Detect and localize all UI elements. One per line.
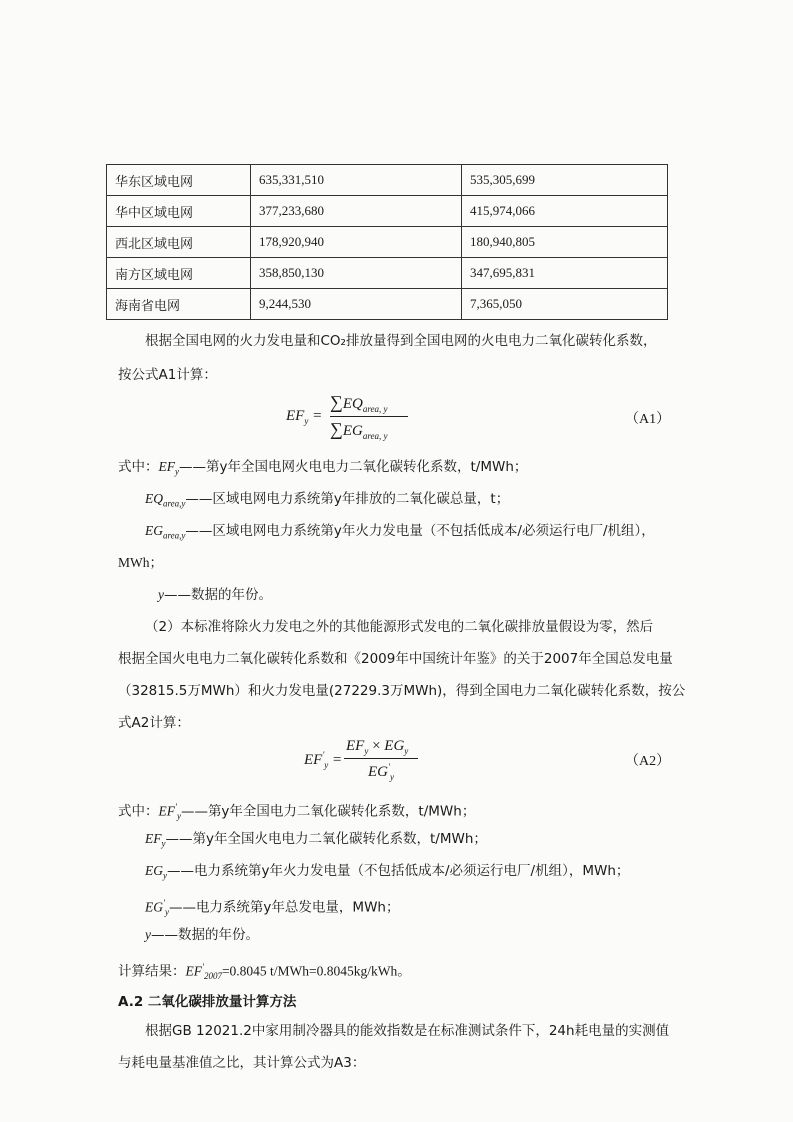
document-page: 华东区域电网 635,331,510 535,305,699 华中区域电网 377,233,680 415,974,066 西北区域电网 178,920,940 180,940,805 南方区域电网 358,850,130 347,695,831 海南省电网 9,244,530 7,365,050 根据全国电网的火力发电量和CO₂排放量得到全国电网的火电电力二氧化碳转化系数， 按公式A1计算： $EF_y$ = $\sum EQ_{area, y}$ $\sum EG_{area, y}$ （A1） 式中：$EF_y——$第y年全国电网火电电力二氧化碳转化系数，t/MWh； $EQ_{area,y}——$区域电网电力系统第y年排放的二氧化碳总量，t； $EG_{area,y}——$区域电网电力系统第y年火力发电量（不包括低成本/必须运行电厂/机组）， MWh； y——数据的年份。 （2）本标准将除火力发电之外的其他能源形式发电的二氧化碳排放量假设为零，然后 根据全国火电电力二氧化碳转化系数和《2009年中国统计年鉴》的关于2007年全国总发电量 （32815.5万MWh）和火力发电量(27229.3万MWh)，得到全国电力二氧化碳转化系数，按公 式A2计算： $EF'_y$ = $EF_y \times EG_y$ $EG'_y$ （A2） 式中：$EF'_y——$第y年全国电力二氧化碳转化系数，t/MWh； $EF_y——$第y年全国火电电力二氧化碳转化系数，t/MWh； $EG_y——$电力系统第y年火力发电量（不包括低成本/必须运行电厂/机组），MWh； $EG'_y——$电力系统第y年总发电量，MWh； y——数据的年份。 计算结果：$EF'_{2007}=0.8045$ t/MWh=0.8045kg/kWh。 A.2 二氧化碳排放量计算方法 根据GB 12021.2中家用制冷器具的能效指数是在标准测试条件下，24h耗电量的实测值 与耗电量基准值之比，其计算公式为A3： [0, 0, 793, 1122]
table-row [107, 258, 668, 289]
paragraph-2-line-4: 式A2计算： [118, 715, 190, 731]
section-heading: A.2 二氧化碳排放量计算方法 [118, 994, 297, 1010]
value-cell: 7,365,050 [462, 289, 668, 320]
value-cell: 358,850,130 [251, 258, 462, 289]
equation-number-a1: （A1） [625, 412, 671, 427]
def-a2-line-2: $EF_y——$第y年全国火电电力二氧化碳转化系数，t/MWh； [145, 831, 487, 849]
value-cell: 415,974,066 [462, 196, 668, 227]
paragraph-3-line-2: 与耗电量基准值之比，其计算公式为A3： [118, 1055, 366, 1071]
paragraph-2-line-1: （2）本标准将除火力发电之外的其他能源形式发电的二氧化碳排放量假设为零，然后 [145, 619, 654, 635]
emissions-table [106, 164, 668, 320]
paragraph-2-line-2: 根据全国火电电力二氧化碳转化系数和《2009年中国统计年鉴》的关于2007年全国总发电量 [118, 651, 673, 667]
table-row [107, 196, 668, 227]
table-row [107, 227, 668, 258]
def-a1-line-3: $EG_{area,y}——$区域电网电力系统第y年火力发电量（不包括低成本/必须运行电厂/机组）， [145, 523, 655, 541]
value-cell: 377,233,680 [251, 196, 462, 227]
def-a1-line-1: 式中：$EF_y——$第y年全国电网火电电力二氧化碳转化系数，t/MWh； [118, 459, 528, 477]
region-cell: 南方区域电网 [107, 258, 251, 289]
region-cell: 西北区域电网 [107, 227, 251, 258]
def-a2-line-5: y——数据的年份。 [145, 927, 259, 943]
value-cell: 535,305,699 [462, 165, 668, 196]
calculation-result: 计算结果：$EF'_{2007}=0.8045$ t/MWh=0.8045kg/kWh。 [118, 962, 411, 982]
paragraph-2-line-3: （32815.5万MWh）和火力发电量(27229.3万MWh)，得到全国电力二氧化碳转化系数，按公 [118, 683, 686, 699]
table-row [107, 165, 668, 196]
region-cell: 华东区域电网 [107, 165, 251, 196]
table-row [107, 289, 668, 320]
def-a1-line-3-cont: MWh； [118, 555, 163, 570]
value-cell: 347,695,831 [462, 258, 668, 289]
def-a1-line-2: $EQ_{area,y}——$区域电网电力系统第y年排放的二氧化碳总量，t； [145, 491, 510, 509]
paragraph-1-line-2: 按公式A1计算： [118, 367, 217, 383]
value-cell: 9,244,530 [251, 289, 462, 320]
def-a2-line-4: $EG'_y——$电力系统第y年总发电量，MWh； [145, 898, 400, 918]
region-cell: 华中区域电网 [107, 196, 251, 227]
paragraph-1-line-1: 根据全国电网的火力发电量和CO₂排放量得到全国电网的火电电力二氧化碳转化系数， [145, 333, 657, 349]
value-cell: 635,331,510 [251, 165, 462, 196]
paragraph-3-line-1: 根据GB 12021.2中家用制冷器具的能效指数是在标准测试条件下，24h耗电量的实测值 [145, 1023, 670, 1039]
value-cell: 180,940,805 [462, 227, 668, 258]
region-cell: 海南省电网 [107, 289, 251, 320]
def-a1-line-4: y——数据的年份。 [158, 587, 272, 603]
value-cell: 178,920,940 [251, 227, 462, 258]
def-a2-line-3: $EG_y——$电力系统第y年火力发电量（不包括低成本/必须运行电厂/机组），MWh； [145, 863, 630, 881]
equation-number-a2: （A2） [625, 754, 671, 769]
def-a2-line-1: 式中：$EF'_y——$第y年全国电力二氧化碳转化系数，t/MWh； [118, 802, 476, 822]
